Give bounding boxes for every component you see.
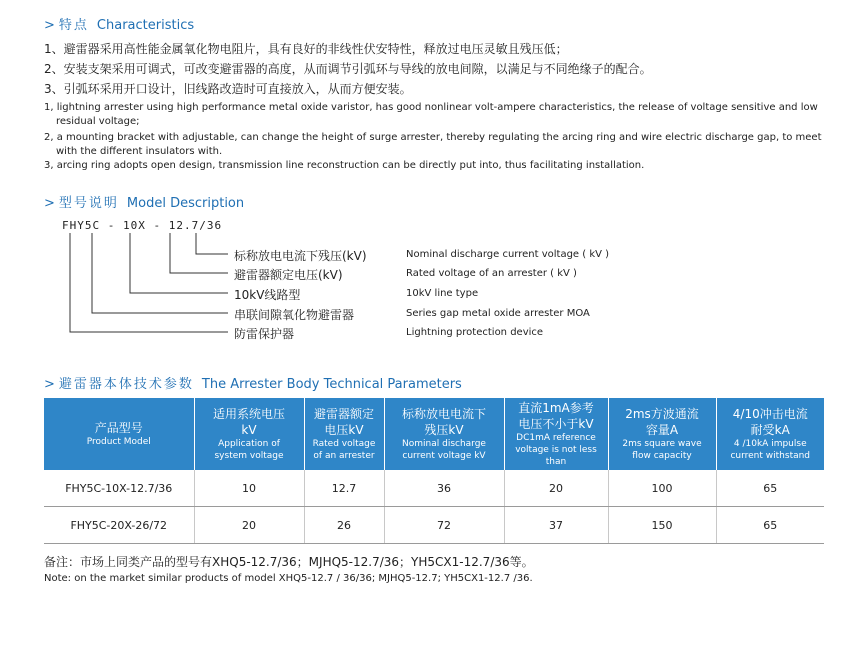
cell-square-wave: 100 xyxy=(608,470,716,507)
cell-model: FHY5C-20X-26/72 xyxy=(44,507,194,544)
chevron-right-icon: > xyxy=(44,196,55,211)
characteristics-title-zh: 特点 xyxy=(58,18,89,33)
header-dc-reference-voltage: 直流1mA参考 电压不小于kV DC1mA reference voltage is not less than xyxy=(504,398,608,470)
note-en: Note: on the market similar products of model XHQ5-12.7 / 36/36; MJHQ5-12.7; YH5CX1-12.7 /36. xyxy=(44,573,533,584)
header-rated-voltage: 避雷器额定 电压kV Rated voltage of an arrester xyxy=(304,398,384,470)
model-label-zh-2: 避雷器额定电压(kV) xyxy=(234,268,343,282)
model-label-zh-1: 标称放电电流下残压(kV) xyxy=(234,249,367,263)
header-impulse-current: 4/10冲击电流 耐受kA 4 /10kA impulse current withstand xyxy=(716,398,824,470)
model-label-en-2: Rated voltage of an arrester ( kV ) xyxy=(406,268,577,279)
cell-impulse-current: 65 xyxy=(716,507,824,544)
cell-model: FHY5C-10X-12.7/36 xyxy=(44,470,194,507)
cell-square-wave: 150 xyxy=(608,507,716,544)
model-label-zh-3: 10kV线路型 xyxy=(234,288,301,302)
bracket-line-3 xyxy=(130,233,228,293)
characteristic-en-3: 3, arcing ring adopts open design, transmission line reconstruction can be directly put into, thus facilitating installation. xyxy=(44,160,645,171)
model-label-en-1: Nominal discharge current voltage ( kV ) xyxy=(406,249,610,260)
header-residual-voltage: 标称放电电流下 残压kV Nominal discharge current voltage kV xyxy=(384,398,504,470)
header-square-wave-capacity: 2ms方波通流 容量A 2ms square wave flow capacity xyxy=(608,398,716,470)
chevron-right-icon: > xyxy=(44,377,55,392)
chevron-right-icon: > xyxy=(44,18,55,33)
params-header-row xyxy=(44,398,824,470)
model-label-zh-5: 防雷保护器 xyxy=(234,327,295,341)
characteristic-en-1b: residual voltage; xyxy=(56,116,140,127)
cell-rated-voltage: 12.7 xyxy=(304,470,384,507)
cell-dc-reference: 20 xyxy=(504,470,608,507)
header-system-voltage: 适用系统电压 kV Application of system voltage xyxy=(194,398,304,470)
cell-system-voltage: 10 xyxy=(194,470,304,507)
characteristic-zh-3: 3、引弧环采用开口设计，旧线路改造时可直接放入，从而方便安装。 xyxy=(44,82,412,96)
cell-rated-voltage: 26 xyxy=(304,507,384,544)
table-row xyxy=(44,470,824,507)
cell-dc-reference: 37 xyxy=(504,507,608,544)
cell-impulse-current: 65 xyxy=(716,470,824,507)
cell-residual-voltage: 36 xyxy=(384,470,504,507)
params-heading xyxy=(44,373,462,392)
characteristic-en-2b: with the different insulators with. xyxy=(56,146,223,157)
characteristics-title-en: Characteristics xyxy=(96,18,195,33)
characteristic-en-2a: 2, a mounting bracket with adjustable, can change the height of surge arrester, thereby regulating the arcing ring and wire electric discharge gap, to meet xyxy=(44,132,822,143)
characteristic-en-1a: 1, lightning arrester using high performance metal oxide varistor, has good nonlinear volt-ampere characteristics, the release of voltage sensitive and low xyxy=(44,102,818,113)
model-code: FHY5C - 10X - 12.7/36 xyxy=(62,219,223,232)
table-row xyxy=(44,507,824,544)
bracket-line-1 xyxy=(196,233,228,254)
model-label-en-3: 10kV line type xyxy=(406,288,479,299)
bracket-line-5 xyxy=(70,233,228,332)
cell-residual-voltage: 72 xyxy=(384,507,504,544)
note-zh: 备注：市场上同类产品的型号有XHQ5-12.7/36；MJHQ5-12.7/36；YH5CX1-12.7/36等。 xyxy=(44,555,534,569)
characteristic-zh-1: 1、避雷器采用高性能金属氧化物电阻片，具有良好的非线性伏安特性，释放过电压灵敏且残压低； xyxy=(44,42,568,56)
params-title-en: The Arrester Body Technical Parameters xyxy=(201,377,462,392)
model-label-zh-4: 串联间隙氧化物避雷器 xyxy=(234,308,355,322)
cell-system-voltage: 20 xyxy=(194,507,304,544)
model-label-en-4: Series gap metal oxide arrester MOA xyxy=(406,308,590,319)
bracket-line-2 xyxy=(170,233,228,273)
model-title-en: Model Description xyxy=(126,196,245,211)
characteristic-zh-2: 2、安装支架采用可调式，可改变避雷器的高度，从而调节引弧环与导线的放电间隙，以满足与不同绝缘子的配合。 xyxy=(44,62,652,76)
params-table xyxy=(44,398,824,544)
model-label-en-5: Lightning protection device xyxy=(406,327,544,338)
header-product-model: 产品型号 Product Model xyxy=(44,398,194,470)
model-title-zh: 型号说明 xyxy=(58,196,119,211)
params-title-zh: 避雷器本体技术参数 xyxy=(58,377,194,392)
